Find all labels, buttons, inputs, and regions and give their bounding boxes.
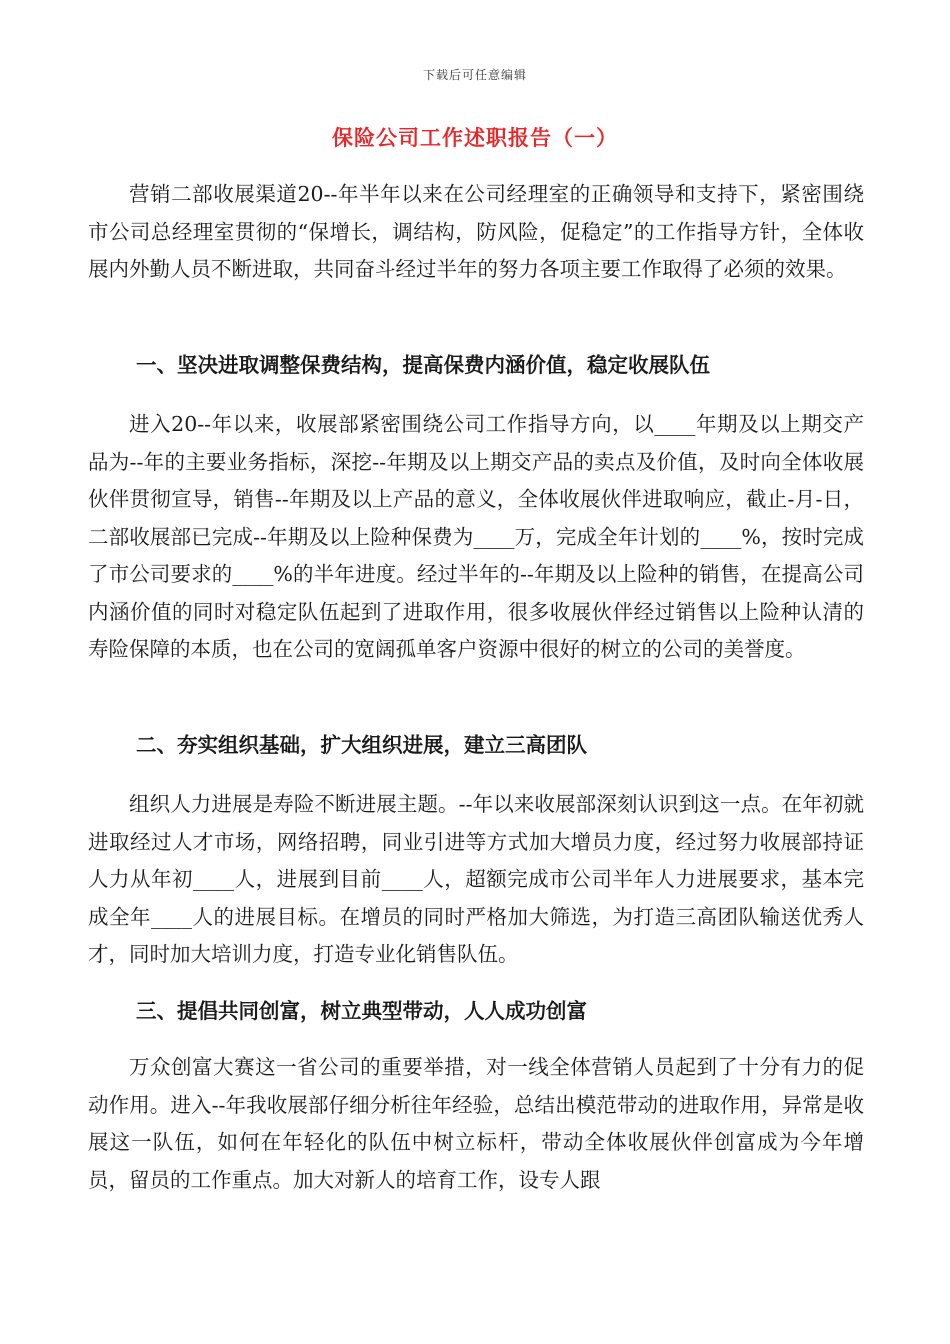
section-heading-1: 一、坚决进取调整保费结构，提高保费内涵价值，稳定收展队伍 <box>136 353 710 377</box>
document-title: 保险公司工作述职报告（一） <box>332 125 618 150</box>
section-heading-2: 二、夯实组织基础，扩大组织进展，建立三高团队 <box>136 733 587 757</box>
paragraph-intro: 营销二部收展渠道20--年半年以来在公司经理室的正确领导和支持下，紧密围绕市公司总经理室贯彻的“保增长，调结构，防风险，促稳定”的工作指导方针，全体收展内外勤人员不断进取，共同奋斗经过半年的努力各项主要工作取得了必须的效果。 <box>88 182 864 281</box>
header-note: 下载后可任意编辑 <box>422 68 527 82</box>
section-heading-3: 三、提倡共同创富，树立典型带动，人人成功创富 <box>136 999 587 1023</box>
paragraph-section-1: 进入20--年以来，收展部紧密围绕公司工作指导方向，以____年期及以上期交产品为--年的主要业务指标，深挖--年期及以上期交产品的卖点及价值，及时向全体收展伙伴贯彻宣导，销售--年期及以上产品的意义，全体收展伙伴进取响应，截止-月-日，二部收展部已完成--年期及以上险种保费为____万，完成全年计划的____%，按时完成了市公司要求的____%的半年进度。经过半年的--年期及以上险种的销售，在提高公司内涵价值的同时对稳定队伍起到了进取作用，很多收展伙伴经过销售以上险种认清的寿险保障的本质，也在公司的宽阔孤单客户资源中很好的树立的公司的美誉度。 <box>88 412 864 661</box>
paragraph-section-2: 组织人力进展是寿险不断进展主题。--年以来收展部深刻认识到这一点。在年初就进取经过人才市场，网络招聘，同业引进等方式加大增员力度，经过努力收展部持证人力从年初____人，进展到目前____人，超额完成市公司半年人力进展要求，基本完成全年____人的进展目标。在增员的同时严格加大筛选，为打造三高团队输送优秀人才，同时加大培训力度，打造专业化销售队伍。 <box>88 792 864 966</box>
paragraph-section-3: 万众创富大赛这一省公司的重要举措，对一线全体营销人员起到了十分有力的促动作用。进入--年我收展部仔细分析往年经验，总结出模范带动的进取作用，异常是收展这一队伍，如何在年轻化的队伍中树立标杆，带动全体收展伙伴创富成为今年增员，留员的工作重点。加大对新人的培育工作，设专人跟 <box>88 1055 864 1192</box>
